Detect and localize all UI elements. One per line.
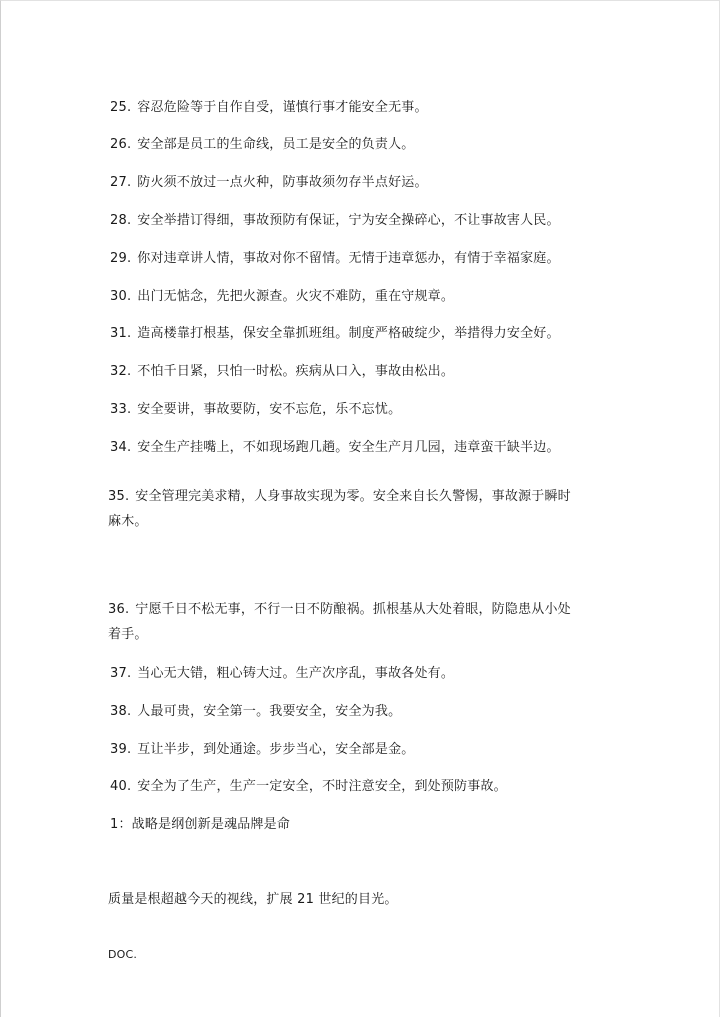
footer-text: DOC. <box>108 948 138 961</box>
list-item: 33. 安全要讲，事故要防，安不忘危，乐不忘忧。 <box>110 402 402 417</box>
quality-line: 质量是根超越今天的视线，扩展 21 世纪的目光。 <box>108 892 398 907</box>
list-item: 35. 安全管理完美求精，人身事故实现为零。安全来自长久警惕，事故源于瞬时麻木。 <box>108 489 571 529</box>
list-item: 40. 安全为了生产，生产一定安全，不时注意安全，到处预防事故。 <box>110 779 507 794</box>
list-item: 29. 你对违章讲人情，事故对你不留情。无情于违章惩办，有情于幸福家庭。 <box>110 251 560 266</box>
list-item: 39. 互让半步，到处通途。步步当心，安全部是金。 <box>110 742 415 757</box>
list-item: 27. 防火须不放过一点火种，防事故须勿存半点好运。 <box>110 175 428 190</box>
list-item: 30. 出门无惦念，先把火源查。火灾不难防，重在守规章。 <box>110 289 455 304</box>
list-item: 28. 安全举措订得细，事故预防有保证，宁为安全操碎心，不让事故害人民。 <box>110 213 560 228</box>
strategy-line: 1：战略是纲创新是魂品牌是命 <box>110 817 291 832</box>
list-item: 25. 容忍危险等于自作自受，谨慎行事才能安全无事。 <box>110 100 428 115</box>
list-item: 38. 人最可贵，安全第一。我要安全，安全为我。 <box>110 704 402 719</box>
list-item: 37. 当心无大错，粗心铸大过。生产次序乱，事故各处有。 <box>110 666 455 681</box>
list-item: 32. 不怕千日紧，只怕一时松。疾病从口入，事故由松出。 <box>110 364 455 379</box>
list-item: 31. 造高楼靠打根基，保安全靠抓班组。制度严格破绽少，举措得力安全好。 <box>110 326 560 341</box>
list-item: 26. 安全部是员工的生命线，员工是安全的负责人。 <box>110 137 415 152</box>
list-item: 36. 宁愿千日不松无事，不行一日不防酿祸。抓根基从大处着眼，防隐患从小处着手。 <box>108 602 571 642</box>
list-item: 34. 安全生产挂嘴上，不如现场跑几趟。安全生产月几园，违章蛮干缺半边。 <box>110 440 560 455</box>
